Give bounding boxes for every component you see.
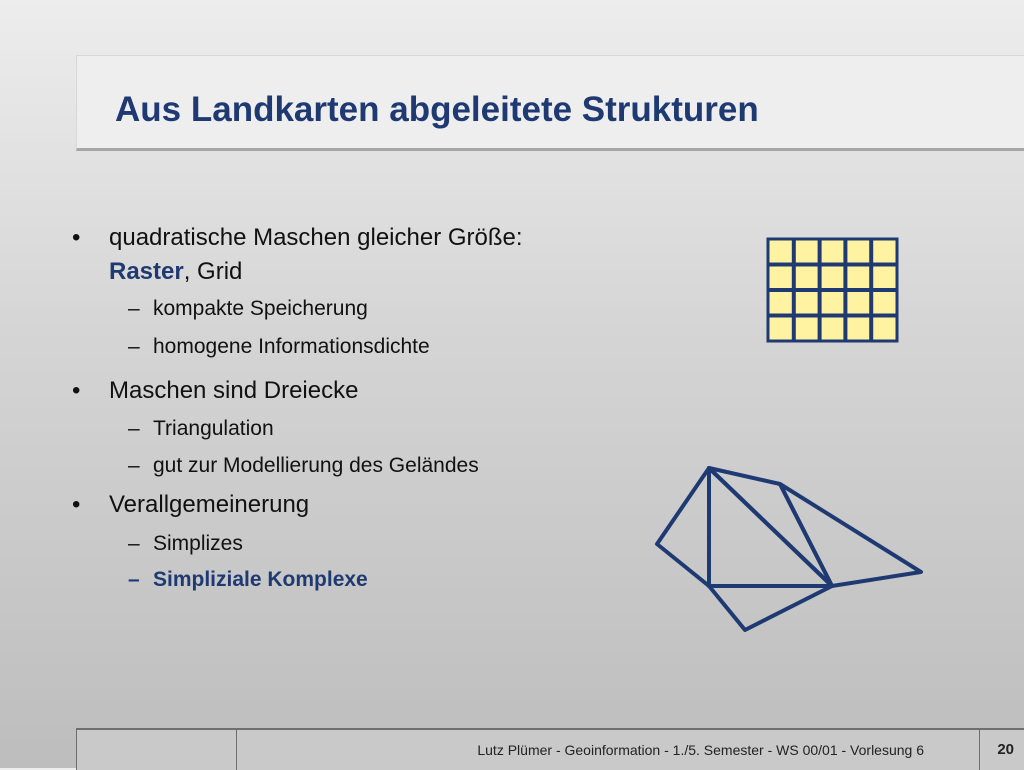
triangle [709,468,832,586]
grid-term: , Grid [183,258,243,285]
sub-item-text: kompakte Speicherung [153,297,368,320]
sub-item-text-highlight: Simpliziale Komplexe [153,568,368,591]
sub-item-text: Triangulation [153,417,274,440]
dash-marker: – [128,532,140,555]
bullet-text: Maschen sind Dreiecke [109,377,359,404]
footer-bar [76,728,1024,770]
dash-marker: – [128,454,140,477]
footer-divider [979,730,980,770]
footer-divider [236,730,237,770]
bullet-text: quadratische Maschen gleicher Größe: [109,224,523,251]
raster-grid-icon [766,237,900,344]
triangle [709,586,832,630]
dash-marker: – [128,335,140,358]
simplicial-complex-icon [650,462,930,638]
sub-item-text: gut zur Modellierung des Geländes [153,454,479,477]
triangle [780,484,921,586]
triangle-edges [657,468,921,630]
dash-marker: – [128,417,140,440]
raster-term: Raster [109,258,184,285]
sub-item-text: homogene Informationsdichte [153,335,430,358]
bullet-marker: • [72,224,81,251]
dash-marker: – [128,297,140,320]
triangle [657,468,709,586]
bullet-continuation [109,258,242,286]
bullet-marker: • [72,491,81,518]
page-number: 20 [997,741,1014,758]
sub-item-text: Simplizes [153,532,243,555]
bullet-text: Verallgemeinerung [109,491,310,518]
dash-marker: – [128,568,140,591]
slide-title: Aus Landkarten abgeleitete Strukturen [115,90,759,129]
footer-divider [76,730,77,770]
footer-info: Lutz Plümer - Geoinformation - 1./5. Semester - WS 00/01 - Vorlesung 6 [477,742,924,758]
bullet-marker: • [72,377,81,404]
